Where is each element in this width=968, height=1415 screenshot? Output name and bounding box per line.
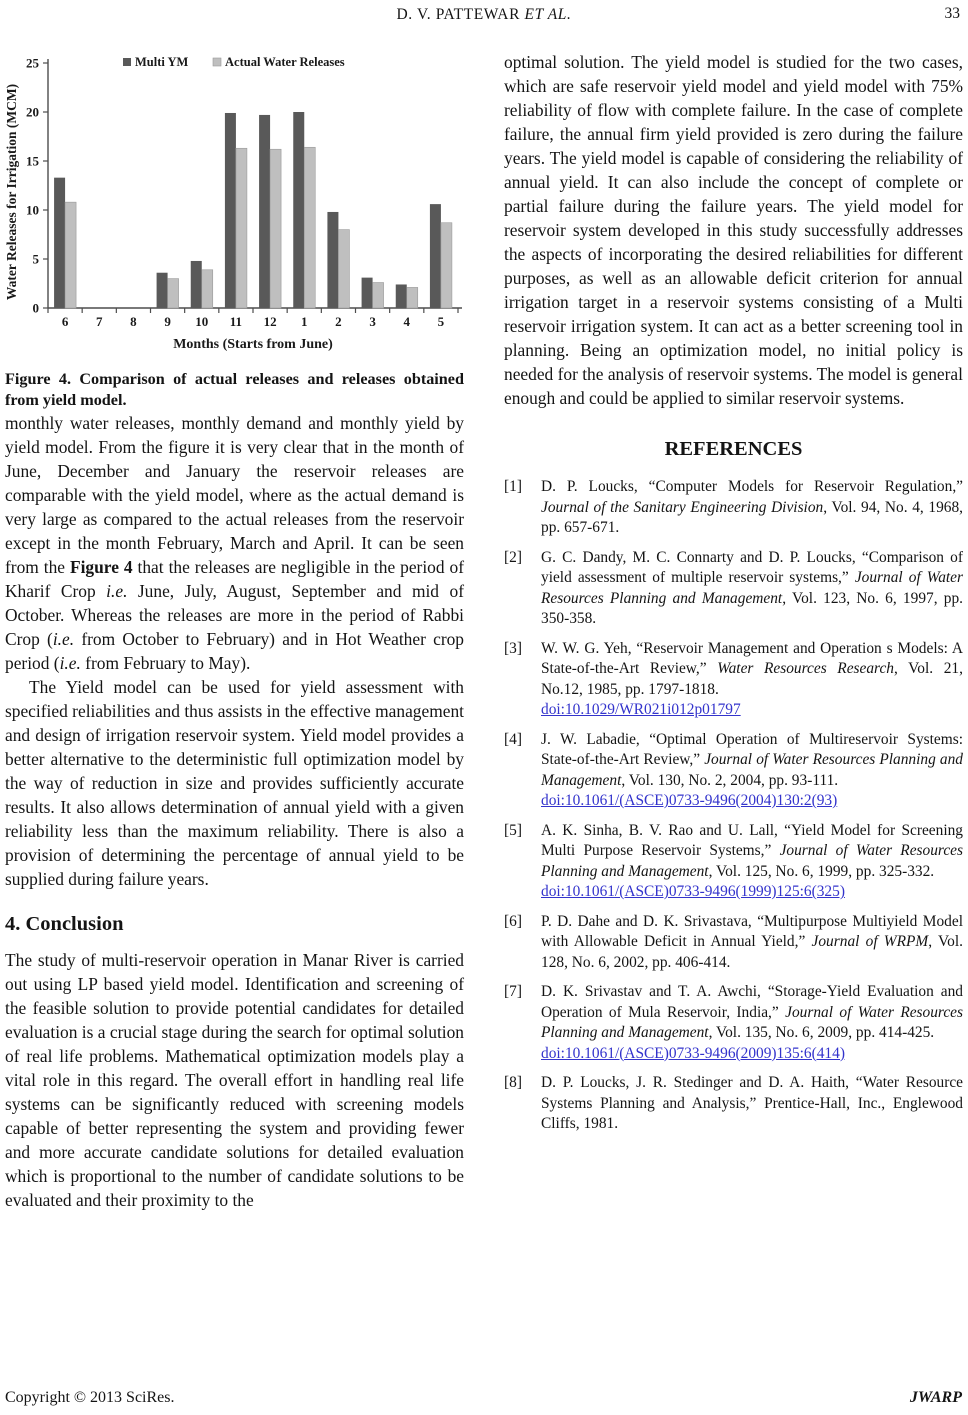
section-heading-conclusion: 4. Conclusion bbox=[5, 913, 124, 935]
doi-link[interactable]: doi:10.1061/(ASCE)0733-9496(1999)125:6(325) bbox=[541, 883, 845, 900]
reference-number: [1] bbox=[504, 478, 522, 495]
x-category-label: 10 bbox=[195, 314, 209, 329]
x-category-label: 11 bbox=[229, 314, 243, 329]
doi-link[interactable]: doi:10.1061/(ASCE)0733-9496(2009)135:6(414) bbox=[541, 1044, 845, 1062]
text-segment: , Vol. 125, No. 6, 1999, pp. 325-332. bbox=[708, 862, 935, 880]
text-segment: W. W. G. Yeh, “Reservoir Management and Operation s Models: A State-of-the-Art Review,” bbox=[541, 639, 963, 677]
x-category-label: 4 bbox=[403, 314, 410, 329]
text-segment: Journal of Water Resources Planning and Management bbox=[541, 569, 963, 607]
text-segment: from October to February) and in Hot Weather crop period ( bbox=[5, 629, 465, 673]
two-column-layout bbox=[5, 50, 963, 1212]
text-segment: , Vol. 94, No. 4, 1968, pp. 657-671. bbox=[541, 498, 964, 536]
bar-multi-ym bbox=[362, 278, 373, 308]
figure-caption: Figure 4. Comparison of actual releases and releases obtained from yield model. bbox=[5, 370, 464, 409]
reference-item bbox=[504, 730, 963, 812]
text-segment: Journal of WRPM bbox=[811, 933, 929, 950]
bar-actual-water-releases bbox=[168, 279, 179, 308]
x-category-label: 1 bbox=[301, 314, 308, 329]
legend-swatch bbox=[213, 58, 221, 66]
reference-text bbox=[541, 730, 963, 812]
doi-link[interactable]: doi:10.1061/(ASCE)0733-9496(2004)130:2(93) bbox=[541, 792, 838, 809]
text-segment: optimal solution. The yield model is studied for the two cases, which are safe reservoir yield model and yield model with 75% reliability of flow with complete failure. In the case of complete failure, the annual firm yield provided is zero during the failure years. The yield model is capable of considering the reliability of annual yield. It can also include the concept of complete or partial failure during the failure years. The yield model for reservoir system developed in this study successfully addresses the aspects of incorporating the desired reliabilities for different purposes, as well as an allowable deficit criterion for annual irrigation target in a reservoir systems consisting of a Multi reservoir irrigation system. It can act as a better screening tool in planning. Being an optimization model, no initial policy is needed for the analysis of reservoir systems. The model is general enough and could be applied to similar reservoir systems. bbox=[504, 52, 963, 408]
reference-number: [2] bbox=[504, 548, 522, 566]
reference-number: [4] bbox=[504, 730, 522, 748]
reference-number: [6] bbox=[504, 912, 522, 930]
paragraph bbox=[504, 50, 963, 410]
reference-text bbox=[541, 477, 963, 539]
bar-multi-ym bbox=[327, 212, 338, 308]
y-tick-label: 10 bbox=[26, 202, 39, 218]
text-segment: i.e. bbox=[59, 653, 81, 673]
figure-4 bbox=[5, 52, 464, 411]
reference-item bbox=[504, 639, 963, 721]
text-segment: i.e. bbox=[106, 581, 128, 601]
figure4-bar-chart bbox=[5, 52, 465, 354]
bar-multi-ym bbox=[430, 204, 441, 308]
bar-multi-ym bbox=[54, 178, 65, 308]
journal-abbreviation: JWARP bbox=[909, 1389, 962, 1406]
references-list bbox=[504, 477, 963, 1135]
text-segment: that the releases are negligible in the period of Kharif Crop bbox=[5, 557, 464, 601]
text-segment: D. P. Loucks, “Computer Models for Reservoir Regulation,” bbox=[541, 478, 963, 495]
x-category-label: 12 bbox=[263, 314, 277, 329]
bar-actual-water-releases bbox=[373, 283, 384, 308]
legend-label: Actual Water Releases bbox=[225, 55, 345, 69]
bar-actual-water-releases bbox=[65, 202, 76, 308]
text-segment: June, July, August, September and mid of October. Whereas the releases are more in the period of Rabbi Crop ( bbox=[5, 581, 464, 649]
bar-actual-water-releases bbox=[407, 287, 418, 308]
text-segment: The study of multi-reservoir operation in Manar River is carried out using LP based yield model. Identification and screening of the feasible solution to provide potential candidates for detailed evaluation is a crucial stage during the search for optimal solution of real life problems. Mathematical optimization models play a vital role in this regard. The overall effort in handling real life systems can be significantly reduced with screening models capable of better representing the system and providing fewer and more accurate candidate solutions for detailed evaluation which is proportional to the number of candidate solutions to be evaluated and their proximity to the bbox=[5, 950, 464, 1210]
bar-multi-ym bbox=[191, 261, 202, 308]
text-segment: A. K. Sinha, B. V. Rao and U. Lall, “Yield Model for Screening Multi Purpose Reservoir Systems,” bbox=[541, 821, 963, 859]
y-tick-label: 15 bbox=[26, 153, 39, 169]
text-segment: Figure 4 bbox=[69, 557, 133, 577]
x-category-label: 2 bbox=[335, 314, 342, 329]
doi-link[interactable]: doi:10.1029/WR021i012p01797 bbox=[541, 701, 741, 718]
x-category-label: 8 bbox=[130, 314, 137, 329]
paragraph bbox=[5, 948, 464, 1212]
bar-actual-water-releases bbox=[441, 223, 452, 308]
reference-number: [3] bbox=[504, 639, 522, 657]
y-tick-label: 5 bbox=[32, 251, 39, 267]
running-head bbox=[0, 6, 968, 24]
reference-text bbox=[541, 982, 963, 1064]
x-category-label: 5 bbox=[437, 314, 445, 329]
bar-actual-water-releases bbox=[338, 230, 349, 308]
bar-multi-ym bbox=[157, 273, 168, 308]
text-segment: , Vol. 21, No.12, 1985, pp. 1797-1818. bbox=[541, 660, 963, 698]
text-segment: monthly water releases, monthly demand and monthly yield by yield model. From the figure it is very clear that in the month of June, December and January the reservoir releases are comparable with the yield model, where as the actual demand is very large as compared to the actual releases from the reservoir except in the month February, March and April. It can be seen from the bbox=[5, 413, 464, 577]
text-segment: , Vol. 128, No. 6, 2002, pp. 406-414. bbox=[541, 933, 963, 971]
paragraph bbox=[5, 675, 464, 891]
text-segment: The Yield model can be used for yield assessment with specified reliabilities and thus assists in the effective management and design of irrigation reservoir system. Yield model provides a better alternative to the deterministic full optimization model by the way of reduction in size and provides sufficiently accurate results. It also allows determination of annual yield with a given reliability less than the maximum reliability. There is also a provision of determining the percentage of annual yield to be supplied during failure years. bbox=[5, 677, 464, 889]
text-segment: P. D. Dahe and D. K. Srivastava, “Multipurpose Multiyield Model with Allowable Deficit in Annual Yield,” bbox=[541, 912, 963, 950]
text-segment: from February to May). bbox=[80, 653, 251, 673]
text-segment: D. V. PATTEWAR bbox=[396, 6, 525, 23]
bar-actual-water-releases bbox=[236, 148, 247, 308]
bar-multi-ym bbox=[293, 112, 304, 308]
x-category-label: 6 bbox=[61, 314, 69, 329]
bar-actual-water-releases bbox=[304, 147, 315, 308]
reference-item bbox=[504, 912, 963, 974]
x-axis-title: Months (Starts from June) bbox=[173, 337, 333, 352]
paragraph bbox=[5, 411, 464, 675]
y-axis-title: Water Releases for Irrigation (MCM) bbox=[5, 83, 19, 301]
text-segment: ET AL. bbox=[524, 6, 572, 23]
text-segment: Water Resources Research bbox=[717, 660, 894, 677]
bar-multi-ym bbox=[259, 115, 270, 308]
bar-multi-ym bbox=[396, 284, 407, 308]
reference-item bbox=[504, 477, 963, 539]
reference-text bbox=[541, 821, 963, 903]
text-segment: , Vol. 123, No. 6, 1997, pp. 350-358. bbox=[541, 589, 964, 627]
reference-text bbox=[541, 548, 963, 630]
text-segment: Journal of Water Resources Planning and Management bbox=[541, 1003, 963, 1041]
y-tick-label: 0 bbox=[32, 300, 39, 316]
bar-multi-ym bbox=[225, 113, 236, 308]
legend-swatch bbox=[123, 58, 131, 66]
text-segment: , Vol. 130, No. 2, 2004, pp. 93-111. bbox=[621, 771, 839, 789]
x-category-label: 7 bbox=[96, 314, 103, 329]
reference-item bbox=[504, 982, 963, 1064]
text-segment: G. C. Dandy, M. C. Connarty and D. P. Loucks, “Comparison of yield assessment of multiple reservoir systems,” bbox=[541, 548, 963, 586]
text-segment: i.e. bbox=[52, 629, 75, 649]
bar-actual-water-releases bbox=[270, 149, 281, 308]
text-segment: D. K. Srivastav and T. A. Awchi, “Storage-Yield Evaluation and Operation of Mula Reservoir, India,” bbox=[541, 983, 963, 1021]
reference-text bbox=[541, 1073, 963, 1135]
left-column bbox=[5, 50, 464, 1212]
page-number: 33 bbox=[944, 5, 960, 22]
text-segment: Journal of Water Resources Planning and Management bbox=[541, 842, 963, 880]
text-segment: J. W. Labadie, “Optimal Operation of Multireservoir Systems: State-of-the-Art Review,” bbox=[541, 730, 963, 768]
text-segment: Journal of Water Resources Planning and Management bbox=[541, 751, 963, 789]
text-segment: Journal of the Sanitary Engineering Division bbox=[541, 498, 824, 516]
text-segment: D. P. Loucks, J. R. Stedinger and D. A. Haith, “Water Resource Systems Planning and Analysis,” Prentice-Hall, Inc., Englewood Cliffs, 1981. bbox=[541, 1074, 963, 1132]
reference-item bbox=[504, 1073, 963, 1135]
reference-number: [7] bbox=[504, 983, 522, 1000]
legend-label: Multi YM bbox=[135, 55, 189, 69]
reference-text bbox=[541, 912, 963, 974]
reference-number: [5] bbox=[504, 821, 522, 839]
references-heading: REFERENCES bbox=[664, 438, 803, 460]
y-tick-label: 25 bbox=[26, 55, 39, 71]
reference-item bbox=[504, 548, 963, 630]
reference-text bbox=[541, 639, 963, 721]
text-segment: , Vol. 135, No. 6, 2009, pp. 414-425. bbox=[708, 1024, 935, 1041]
right-column bbox=[504, 50, 963, 1212]
x-category-label: 9 bbox=[164, 314, 171, 329]
bar-actual-water-releases bbox=[202, 270, 213, 308]
y-tick-label: 20 bbox=[26, 104, 39, 120]
copyright-notice: Copyright © 2013 SciRes. bbox=[5, 1389, 175, 1406]
x-category-label: 3 bbox=[369, 314, 376, 329]
reference-number: [8] bbox=[504, 1074, 522, 1091]
reference-item bbox=[504, 821, 963, 903]
